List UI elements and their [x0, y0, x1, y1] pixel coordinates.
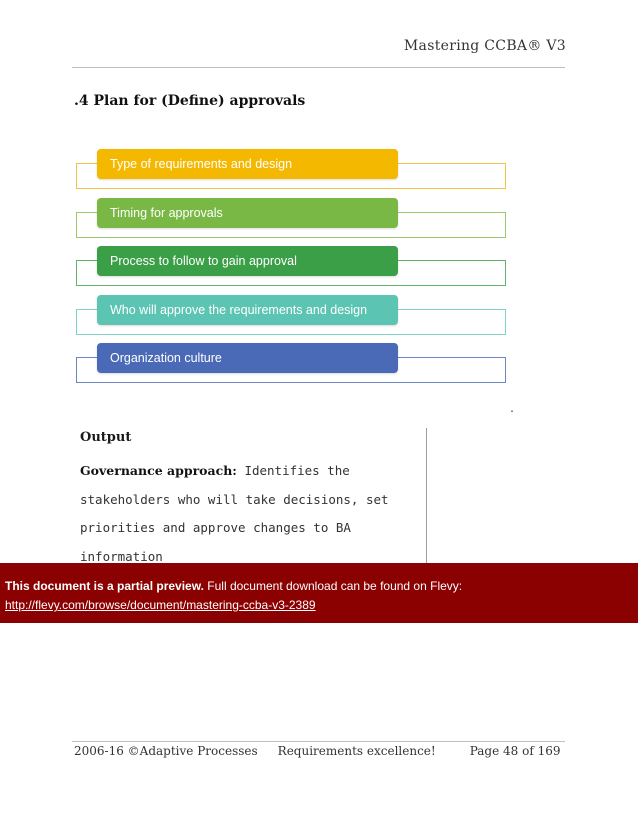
diagram-item-label: Process to follow to gain approval	[110, 254, 297, 268]
diagram-item-label: Type of requirements and design	[110, 157, 293, 171]
diagram-item-label: Who will approve the requirements and design	[110, 303, 368, 317]
output-description	[80, 457, 400, 571]
footer-tagline: Requirements excellence!	[277, 744, 436, 758]
footer-page-number: Page 48 of 169	[469, 744, 561, 758]
download-link[interactable]: http://flevy.com/browse/document/mastering-ccba-v3-2389	[5, 598, 316, 612]
footer-copyright: 2006-16 ©Adaptive Processes	[74, 744, 258, 758]
diagram-item-4	[97, 295, 398, 325]
banner-message	[5, 577, 638, 596]
banner-bold-text: This document is a partial preview.	[5, 579, 204, 593]
preview-banner	[0, 563, 638, 623]
section-title: .4 Plan for (Define) approvals	[74, 93, 306, 109]
diagram-item-3	[97, 246, 398, 276]
page-footer	[74, 744, 561, 758]
output-term: Governance approach:	[80, 463, 237, 478]
approval-factors-diagram	[0, 0, 638, 400]
diagram-item-label: Timing for approvals	[110, 206, 223, 220]
output-text: Identifies the stakeholders who will take decisions, set priorities and approve changes to BA information	[80, 463, 389, 564]
output-divider	[426, 428, 427, 568]
stray-period: .	[509, 404, 516, 415]
banner-text: Full document download can be found on Flevy:	[203, 579, 463, 593]
diagram-item-5	[97, 343, 398, 373]
page-header-title: Mastering CCBA® V3	[403, 38, 566, 54]
footer-divider	[72, 741, 565, 742]
diagram-item-2	[97, 198, 398, 228]
diagram-item-label: Organization culture	[110, 351, 222, 365]
diagram-item-1	[97, 149, 398, 179]
output-heading: Output	[80, 430, 132, 445]
